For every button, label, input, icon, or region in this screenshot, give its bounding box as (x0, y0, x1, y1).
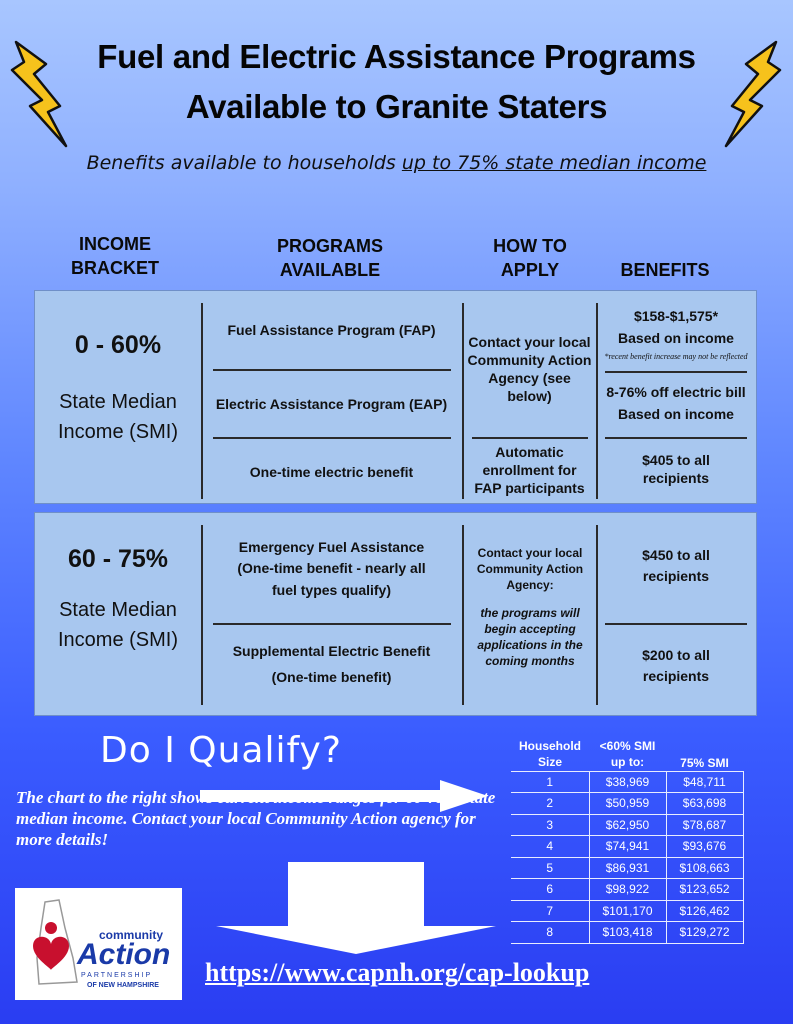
smi-60-cell: $62,950 (589, 814, 666, 836)
new-hampshire-heart-figure-icon (25, 898, 85, 988)
col-header-apply: HOW TO APPLY (493, 236, 567, 280)
table-row (511, 836, 743, 858)
qualify-heading: Do I Qualify? (100, 730, 342, 771)
tier1-smi: State Median Income (SMI) (57, 391, 179, 443)
col-header-programs: PROGRAMS AVAILABLE (276, 236, 383, 280)
smi-60-cell: $50,959 (589, 793, 666, 815)
table-row (511, 900, 743, 922)
smi-60-cell: $98,922 (589, 879, 666, 901)
tier1-benefit-fap-basis: Based on income (618, 330, 734, 346)
smi-75-cell: $123,652 (666, 879, 743, 901)
tier2-program-supplemental-note: (One-time benefit) (271, 669, 392, 685)
tier2-smi: State Median Income (SMI) (57, 599, 179, 651)
logo-word-action: Action (77, 938, 171, 971)
tier2-program-supplemental: Supplemental Electric Benefit (232, 643, 431, 659)
tier1-panel (34, 290, 757, 504)
title-line-1: Fuel and Electric Assistance Programs (97, 38, 696, 75)
tier1-apply-contact: Contact your local Community Action Agency (see below) (467, 334, 592, 404)
qualify-note: The chart to the right shows current income ranges for 60-75% state median income. Contact your local Community Action agency for more details! (16, 788, 496, 849)
smi-75-cell: $126,462 (666, 900, 743, 922)
logo-word-partnership: PARTNERSHIP (81, 972, 153, 979)
tier1-benefit-onetime: $405 to all recipients (642, 452, 710, 486)
divider (596, 525, 598, 705)
smi-60-cell: $86,931 (589, 857, 666, 879)
table-header-household-size: Household Size (519, 738, 581, 769)
tier2-panel (34, 512, 757, 716)
household-size-cell: 7 (511, 900, 589, 922)
tier1-benefit-footnote: *recent benefit increase may not be reflected (604, 352, 748, 361)
table-header-75-smi: 75% SMI (680, 755, 729, 770)
tier2-apply-timing: the programs will begin accepting applications in the coming months (477, 606, 583, 668)
divider (605, 623, 747, 625)
tier1-apply-automatic: Automatic enrollment for FAP participants (474, 444, 585, 496)
tier1-benefit-eap-amount: 8-76% off electric bill (606, 384, 746, 400)
table-row (511, 814, 743, 836)
smi-60-cell: $103,418 (589, 922, 666, 944)
title-line-2: Available to Granite Staters (185, 88, 608, 125)
subtitle (0, 152, 793, 174)
col-header-income: INCOME BRACKET (71, 234, 159, 278)
table-row (511, 879, 743, 901)
tier1-program-fap: Fuel Assistance Program (FAP) (227, 322, 436, 338)
smi-60-cell: $74,941 (589, 836, 666, 858)
divider (213, 369, 451, 371)
table-row (511, 922, 743, 944)
tier1-benefit-fap-amount: $158-$1,575* (633, 308, 719, 324)
smi-75-cell: $129,272 (666, 922, 743, 944)
tier1-benefit-eap-basis: Based on income (618, 406, 734, 422)
smi-60-cell: $101,170 (589, 900, 666, 922)
household-size-cell: 1 (511, 771, 589, 793)
smi-75-cell: $48,711 (666, 771, 743, 793)
arrow-down-icon (216, 862, 496, 954)
subtitle-underlined: up to 75% state median income (401, 152, 707, 174)
logo-word-community: community (99, 928, 164, 942)
smi-75-cell: $108,663 (666, 857, 743, 879)
table-row (511, 857, 743, 879)
tier2-apply-contact: Contact your local Community Action Agency: (476, 546, 584, 592)
tier2-program-emergency-fuel-note: (One-time benefit - nearly all fuel types qualify) (237, 560, 426, 598)
table-header-row (511, 737, 743, 771)
table-header-60-smi: <60% SMI up to: (599, 738, 656, 769)
tier1-program-onetime: One-time electric benefit (249, 464, 414, 480)
community-action-logo (15, 888, 182, 1000)
divider (472, 437, 588, 439)
divider (213, 623, 451, 625)
household-size-cell: 3 (511, 814, 589, 836)
tier2-benefit-electric: $200 to all recipients (642, 647, 710, 684)
household-size-cell: 2 (511, 793, 589, 815)
logo-word-nh: OF NEW HAMPSHIRE (87, 982, 159, 989)
income-table (511, 737, 744, 944)
divider (462, 525, 464, 705)
tier2-benefit-fuel: $450 to all recipients (642, 547, 710, 584)
smi-75-cell: $78,687 (666, 814, 743, 836)
cap-lookup-link[interactable]: https://www.capnh.org/cap-lookup (205, 958, 590, 987)
smi-75-cell: $93,676 (666, 836, 743, 858)
tier1-program-eap: Electric Assistance Program (EAP) (215, 396, 448, 412)
divider (213, 437, 451, 439)
household-size-cell: 6 (511, 879, 589, 901)
tier2-program-emergency-fuel: Emergency Fuel Assistance (238, 539, 425, 555)
smi-60-cell: $38,969 (589, 771, 666, 793)
tier2-bracket: 60 - 75% (67, 545, 169, 573)
col-header-benefits: BENEFITS (620, 260, 710, 280)
household-size-cell: 5 (511, 857, 589, 879)
tier1-bracket: 0 - 60% (74, 331, 162, 359)
table-row (511, 793, 743, 815)
smi-75-cell: $63,698 (666, 793, 743, 815)
subtitle-prefix: Benefits available to households (86, 152, 402, 174)
household-size-cell: 4 (511, 836, 589, 858)
household-size-cell: 8 (511, 922, 589, 944)
page-title (60, 32, 733, 132)
table-row (511, 771, 743, 793)
divider (462, 303, 464, 499)
divider (605, 371, 747, 373)
divider (605, 437, 747, 439)
